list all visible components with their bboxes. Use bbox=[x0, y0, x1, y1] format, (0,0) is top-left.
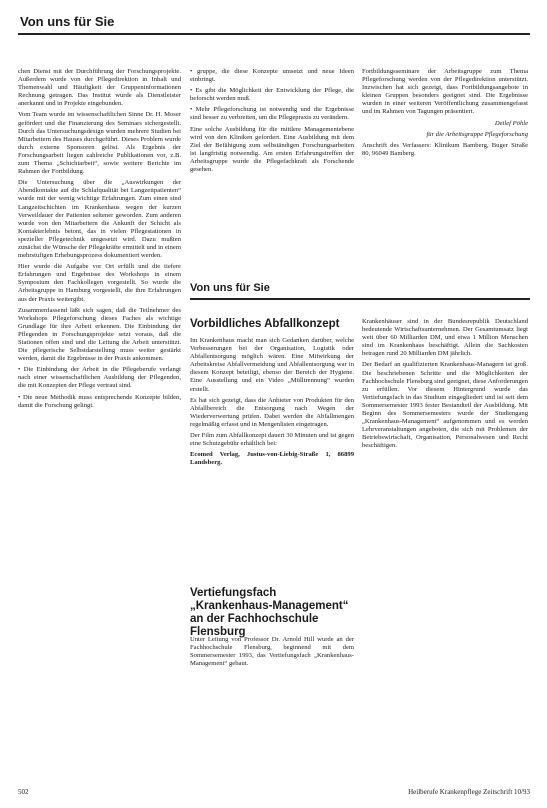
author-name: Detlef Pöhle bbox=[494, 119, 528, 127]
col1-paragraph-3: Die Untersuchung über die „Auswirkungen der Abendkontakte auf die Schlafqualität bei Langzeitpatienten“ wurde mit der wenig wichtige Erfahrungen. Zum einen sind Langzeitschichten im Krankenhaus wegen der kurzen Verweildauer der Patienten seltener geworden. Zum anderen wurde von den Mitarbeitern die Ankunft der Schicht als Kontakterlebnis betont, das in vielen Pflegestationen in spezieller Pflegetechnik umgesetzt wird. Dazu mußten zunächst die Wünsche der Pflegekräfte ermittelt und in einem mehrstufigen Erhebungsprozess dokumentiert werden. bbox=[18, 179, 181, 260]
article-2-paragraph-1: Unter Leitung von Professor Dr. Arnold Hill wurde an der Fachhochschule Flensburg, beginnend mit dem Sommersemester 1993, das Vertiefungsfach „Krankenhaus-Management“ gebaut. bbox=[190, 636, 354, 668]
column-3-bottom bbox=[362, 318, 528, 454]
section-2-rule bbox=[190, 298, 530, 300]
footer-source: Heilberufe Krankenpflege Zeitschrift 10/93 bbox=[408, 788, 530, 796]
article-1-paragraph-1: Im Krankenhaus macht man sich Gedanken darüber, welche Verbesserungen bei der Organisation, Logistik oder Abfallentsorgung möglich wären. Eine Mitwirkung der Arbeitskreise Abfallvermeidung und Abfallentsorgung war in diesem Konzept beteiligt, ebenso der Bereich der Hygiene. Eine Ausstellung und ein Video „Mülltrennung“ wurden erstellt. bbox=[190, 337, 354, 393]
article-1-paragraph-3: Der Film zum Abfallkonzept dauert 30 Minuten und ist gegen eine Schutzgebühr erhältlich bei: bbox=[190, 432, 354, 448]
article-1-paragraph-2: Es hat sich gezeigt, dass die Anbieter von Produkten für den Abfallbereich die Entsorgung nach Wegen der Wiederverwertung prüfen. Dabei werden die Abfallmengen regelmäßig erfasst und in Mengenlisten eingetragen. bbox=[190, 396, 354, 428]
col2-bullet-1-text: gruppe, die diese Konzepte umsetzt und neue Ideen einbringt. bbox=[190, 68, 354, 84]
col1-paragraph-4: Hier wurde die Aufgabe vor Ort erfüllt und die tiefere Erfahrungen und Ergebnisse des Workshops in einem Symposium den Fachkollegen vorgestellt. So wurde die Arbeitsgruppe in Hamburg vorgestellt, die ihre Erfahrungen aus der Praxis weitergibt. bbox=[18, 263, 181, 303]
col1-paragraph-1: chen Dienst mit der Durchführung der Forschungsprojekte. Außerdem wurde von der Pflegedirektion in Inhalt und Themenwahl und Häufigkeit der Gruppeninformationen Rechnung getragen. Das Institut wurde als Dienstleister anerkannt und in Projekte eingebunden. bbox=[18, 68, 181, 108]
section-header-2 bbox=[190, 282, 530, 300]
header-rule bbox=[18, 33, 530, 35]
col1-bullet-2: • Die neue Methodik muss entsprechende Konzepte bilden, damit die Forschung gelingt. bbox=[18, 393, 181, 409]
col1-bullet-1: • Die Einbindung der Arbeit in die Pflegeberufe verlangt nach einer wissenschaftlichen Ausbildung der Pflegenden, die mit Konzepten der Pflege vertraut sind. bbox=[18, 366, 181, 390]
col1-paragraph-2: Vom Team wurde im wissenschaftlichen Sinne Dr. H. Moser gefördert und die Finanzierung des Seminars sichergestellt. Durch das Untersuchungsdesign wurden mehrere Studien bei Mitarbeitern des Hauses durchgeführt. Dieses Problem wurde durch externe Sponsoren gelöst. Als Ergebnis der Forschungsarbeit liegen zahlreiche Publikationen vor, z.B. zum Thema „Schichtarbeit“, sowie weitere Berichte im Rahmen der Fortbildung. bbox=[18, 111, 181, 176]
col2-bullet-2: • Es gibt die Möglichkeit der Entwicklung der Pflege, die beforscht werden muß. bbox=[190, 87, 354, 103]
page-number: 502 bbox=[18, 788, 29, 796]
col3-paragraph-1: Fortbildungsseminare der Arbeitsgruppe zum Thema Pflegeforschung werden von der Pflegedirektion unterstützt. Inzwischen hat sich gezeigt, dass Fortbildungsangebote in kleinen Gruppen besonders geeignet sind. Die Ergebnisse wurden in einer weiteren Veröffentlichung zusammengefasst und im Rahmen von Tagungen präsentiert. bbox=[362, 68, 528, 116]
column-1 bbox=[18, 68, 181, 413]
page-header bbox=[0, 0, 547, 38]
col3b-paragraph-1: Krankenhäuser sind in der Bundesrepublik Deutschland bedeutende Wirtschaftsunternehmen. Der Gesamtumsatz liegt weit über 60 Milliarden DM, und etwa 1 Million Menschen sind im Krankenhaus beschäftigt. Allein die Sachkosten betragen rund 20 Milliarden DM jährlich. bbox=[362, 318, 528, 358]
col2-bullet-3-text: Mehr Pflegeforschung ist notwendig und die Ergebnisse sind besser zu verbreiten, um die Pflegepraxis zu verändern. bbox=[190, 106, 354, 122]
article-2-body bbox=[190, 636, 354, 671]
article-2-title: Vertiefungsfach „Krankenhaus-Management“ an der Fachhochschule Flensburg bbox=[190, 587, 349, 638]
col2-bullet-3: • Mehr Pflegeforschung ist notwendig und die Ergebnisse sind besser zu verbreiten, um die Pflegepraxis zu verändern. bbox=[190, 106, 354, 122]
col3b-paragraph-2: Der Bedarf an qualifizierten Krankenhaus-Managern ist groß. Die beschriebenen Schritte und die Möglichkeiten der Fachhochschule Flensburg sind geeignet, diese Anforderungen zu erfüllen. Vor diesem Hintergrund wurde das Vertiefungsfach in das Studium eingegliedert und ist seit dem Sommersemester 1993 fester Bestandteil der Ausbildung. Mit Beginn des Sommersemesters wurde der Studiengang „Krankenhaus-Management“ aufgenommen und es werden Lehrveranstaltungen angeboten, die sich mit Problemen der Betriebswirtschaft, Organisation, Personalwesen und Recht beschäftigen. bbox=[362, 361, 528, 450]
col2-bullet-2-text: Es gibt die Möglichkeit der Entwicklung der Pflege, die beforscht werden muß. bbox=[190, 87, 354, 103]
col1-bullet-2-text: Die neue Methodik muss entsprechende Konzepte bilden, damit die Forschung gelingt. bbox=[18, 393, 181, 409]
article-1-contact: Ecomed Verlag, Justus-von-Liebig-Straße 1, 86899 Landsberg. bbox=[190, 451, 354, 467]
column-2-top bbox=[190, 68, 354, 177]
author-role: für die Arbeitsgruppe Pflegeforschung bbox=[426, 130, 528, 138]
article-1-body bbox=[190, 337, 354, 470]
col2-bullet-1: • gruppe, die diese Konzepte umsetzt und neue Ideen einbringt. bbox=[190, 68, 354, 84]
section-2-title: Von uns für Sie bbox=[190, 282, 270, 294]
article-1-title: Vorbildliches Abfallkonzept bbox=[190, 318, 340, 330]
header-title: Von uns für Sie bbox=[20, 14, 115, 29]
author-address: Anschrift des Verfassers: Klinikum Bamberg, Buger Straße 80, 96049 Bamberg. bbox=[362, 141, 528, 157]
column-3-top bbox=[362, 68, 528, 161]
col1-paragraph-5: Zusammenfassend läßt sich sagen, daß die Teilnehmer des Workshops Pflegeforschung dieses Faches als wichtige Grundlage für ihre Arbeit erkennen. Die Einbindung der Pflegenden in Forschungsprojekte setzt voraus, daß die Stationen offen sind und die Leitung die Arbeit unterstützt. Die pflegerische Selbstdarstellung muss weiter gestärkt werden, damit die Ergebnisse in der Praxis ankommen. bbox=[18, 306, 181, 363]
col1-bullet-1-text: Die Einbindung der Arbeit in die Pflegeberufe verlangt nach einer wissenschaftlichen Ausbildung der Pflegenden, die mit Konzepten der Pflege vertraut sind. bbox=[18, 366, 181, 390]
col2-paragraph-1: Eine solche Ausbildung für die mittlere Managementebene wird von den Kliniken gefordert. Eine Ausbildung mit dem Ziel der Befähigung zum selbständigen Forschungsarbeiten ist langfristig notwendig. Am ersten Erfahrungstreffen der Arbeitsgruppe wurde die Pflegefachkraft als Forschende gesehen. bbox=[190, 125, 354, 174]
